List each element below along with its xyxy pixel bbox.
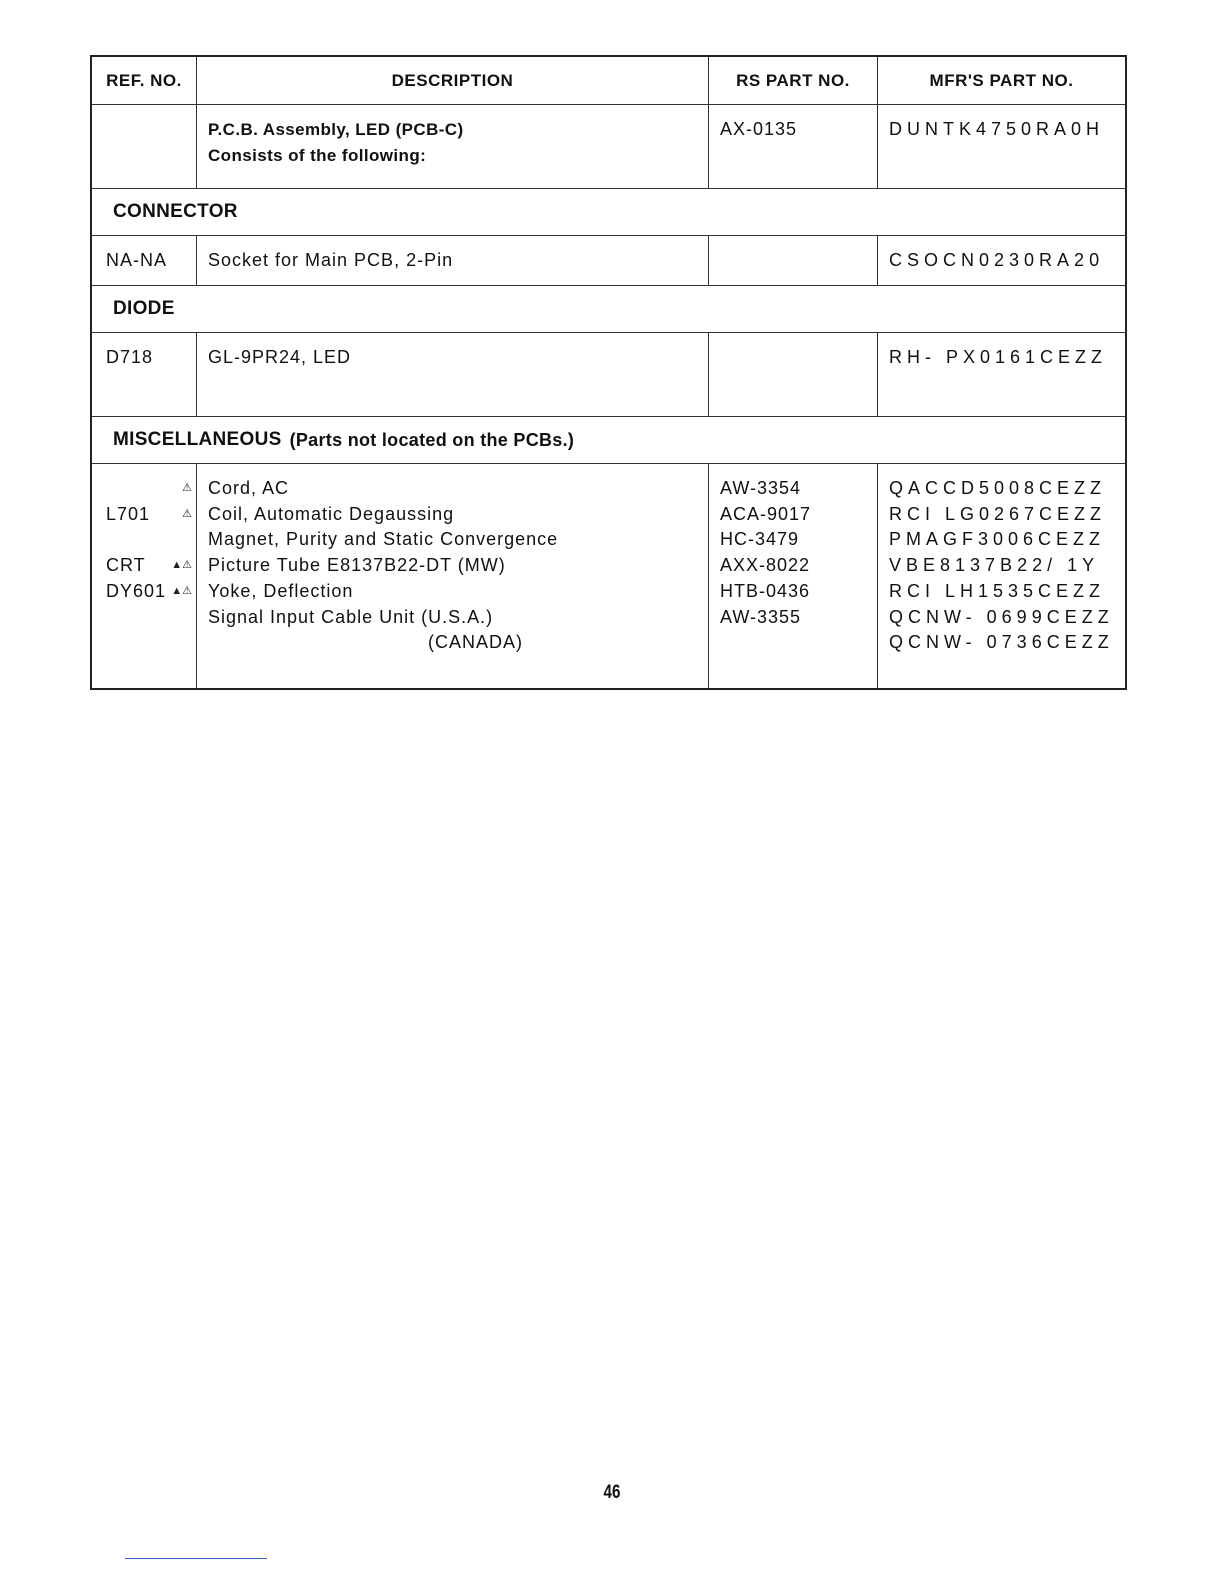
list-item xyxy=(106,605,196,631)
table-row xyxy=(92,333,1125,417)
connector-mfr-part: CSOCN0230RA20 xyxy=(889,250,1105,270)
misc-rs-part-column xyxy=(709,464,878,688)
page-number: 46 xyxy=(603,1482,621,1503)
section-header-miscellaneous xyxy=(92,417,1125,464)
list-item: QCNW- 0736CEZZ xyxy=(889,632,1114,653)
scan-edge-line xyxy=(125,1558,267,1559)
list-item: Coil, Automatic Degaussing xyxy=(208,503,455,524)
parts-list-table xyxy=(90,55,1127,690)
list-item: RCI LH1535CEZZ xyxy=(889,580,1106,601)
list-item: Yoke, Deflection xyxy=(208,580,354,601)
misc-description-column xyxy=(197,464,709,688)
table-row xyxy=(92,236,1125,286)
section-subtitle: (Parts not located on the PCBs.) xyxy=(289,429,575,450)
diode-rs-part xyxy=(709,333,878,416)
list-item: Picture Tube E8137B22-DT (MW) xyxy=(208,555,506,576)
list-item: (CANADA) xyxy=(428,632,524,653)
list-item: AXX-8022 xyxy=(720,555,811,576)
assembly-mfr-part: DUNTK4750RA0H xyxy=(889,119,1105,139)
section-header-diode xyxy=(92,286,1125,333)
connector-rs-part xyxy=(709,236,878,285)
list-item: Cord, AC xyxy=(208,478,290,498)
warning-icon: ⚠ xyxy=(182,507,192,520)
diode-description: GL-9PR24, LED xyxy=(197,333,709,416)
misc-ref-column xyxy=(92,464,197,688)
assembly-ref xyxy=(92,105,197,188)
section-title: MISCELLANEOUS xyxy=(113,429,282,450)
list-item: QACCD5008CEZZ xyxy=(889,478,1107,498)
connector-description: Socket for Main PCB, 2-Pin xyxy=(197,236,709,285)
assembly-subtitle: Consists of the following: xyxy=(208,145,427,165)
list-item xyxy=(106,630,196,656)
assembly-rs-part: AX-0135 xyxy=(709,105,878,188)
header-ref-no: REF. NO. xyxy=(92,57,197,104)
safety-warning-icon: ▲⚠ xyxy=(171,584,192,597)
list-item xyxy=(720,630,877,656)
warning-icon: ⚠ xyxy=(182,482,192,494)
list-item xyxy=(106,527,196,553)
table-row xyxy=(92,105,1125,189)
header-description: DESCRIPTION xyxy=(197,57,709,104)
header-mfr-part-no: MFR'S PART NO. xyxy=(929,70,1074,90)
list-item: HC-3479 xyxy=(720,529,800,550)
list-item: AW-3354 xyxy=(720,478,802,498)
diode-ref: D718 xyxy=(92,333,197,416)
list-item xyxy=(106,476,196,502)
section-header-connector xyxy=(92,189,1125,236)
list-item: QCNW- 0699CEZZ xyxy=(889,606,1114,627)
list-item: PMAGF3006CEZZ xyxy=(889,529,1106,550)
list-item: AW-3355 xyxy=(720,606,802,627)
safety-warning-icon: ▲⚠ xyxy=(171,559,192,572)
list-item: L701 ⚠ xyxy=(106,502,196,528)
section-title: CONNECTOR xyxy=(113,201,238,222)
list-item: ACA-9017 xyxy=(720,503,812,524)
table-row xyxy=(92,464,1125,688)
connector-ref: NA-NA xyxy=(92,236,197,285)
list-item: Magnet, Purity and Static Convergence xyxy=(208,529,559,550)
list-item: HTB-0436 xyxy=(720,580,811,601)
diode-mfr-part: RH- PX0161CEZZ xyxy=(889,347,1108,367)
misc-mfr-part-column xyxy=(878,464,1125,688)
assembly-title: P.C.B. Assembly, LED (PCB-C) xyxy=(208,120,464,139)
header-rs-part-no: RS PART NO. xyxy=(709,57,878,104)
list-item: VBE8137B22/ 1Y xyxy=(889,555,1100,576)
list-item: CRT ▲⚠ xyxy=(106,553,196,579)
assembly-description xyxy=(197,105,709,188)
list-item: DY601 ▲⚠ xyxy=(106,579,196,605)
list-item: Signal Input Cable Unit (U.S.A.) xyxy=(208,606,494,627)
list-item: RCI LG0267CEZZ xyxy=(889,503,1107,524)
section-title: DIODE xyxy=(113,298,175,319)
table-header-row xyxy=(92,57,1125,105)
